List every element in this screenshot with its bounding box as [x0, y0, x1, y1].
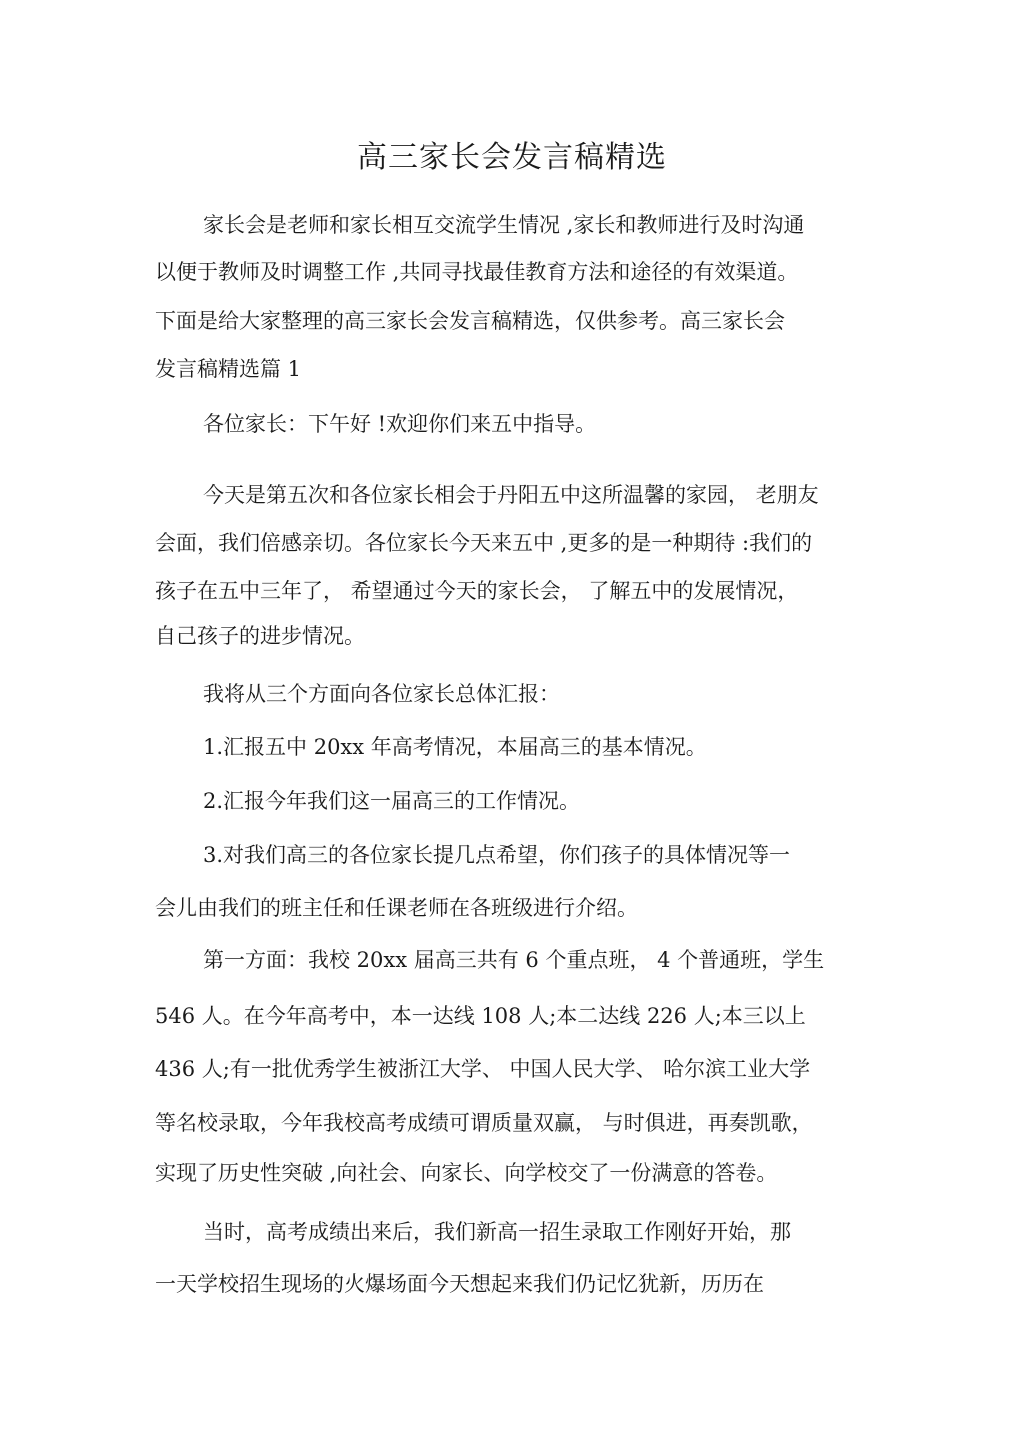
paragraph-line: 实现了历史性突破 ,向社会、向家长、向学校交了一份满意的答卷。 [155, 1161, 778, 1185]
paragraph-line: 会面，我们倍感亲切。各位家长今天来五中 ,更多的是一种期待 :我们的 [155, 531, 813, 555]
paragraph-line: 发言稿精选篇 1 [155, 357, 302, 381]
paragraph-line: 以便于教师及时调整工作 ,共同寻找最佳教育方法和途径的有效渠道。 [155, 260, 799, 284]
paragraph-line: 自己孩子的进步情况。 [155, 624, 365, 648]
paragraph-line: 2.汇报今年我们这一届高三的工作情况。 [203, 789, 581, 813]
paragraph-line: 会儿由我们的班主任和任课老师在各班级进行介绍。 [155, 896, 638, 920]
paragraph-line: 孩子在五中三年了， 希望通过今天的家长会， 了解五中的发展情况， [155, 579, 799, 603]
paragraph-line: 当时，高考成绩出来后，我们新高一招生录取工作刚好开始，那 [203, 1220, 791, 1244]
paragraph-line: 各位家长：下午好 !欢迎你们来五中指导。 [203, 412, 597, 436]
paragraph-line: 今天是第五次和各位家长相会于丹阳五中这所温馨的家园， 老朋友 [203, 483, 819, 507]
paragraph-line: 家长会是老师和家长相互交流学生情况 ,家长和教师进行及时沟通 [203, 213, 805, 237]
paragraph-line: 我将从三个方面向各位家长总体汇报： [203, 682, 560, 706]
paragraph-line: 一天学校招生现场的火爆场面今天想起来我们仍记忆犹新，历历在 [155, 1272, 764, 1296]
paragraph-line: 3.对我们高三的各位家长提几点希望，你们孩子的具体情况等一 [203, 843, 791, 867]
paragraph-line: 436 人;有一批优秀学生被浙江大学、 中国人民大学、 哈尔滨工业大学 [155, 1057, 811, 1081]
paragraph-line: 下面是给大家整理的高三家长会发言稿精选，仅供参考。高三家长会 [155, 309, 785, 333]
paragraph-line: 546 人。在今年高考中，本一达线 108 人;本二达线 226 人;本三以上 [155, 1004, 806, 1028]
paragraph-line: 等名校录取，今年我校高考成绩可谓质量双赢， 与时俱进，再奏凯歌， [155, 1111, 813, 1135]
document-title: 高三家长会发言稿精选 [357, 140, 667, 175]
paragraph-line: 1.汇报五中 20xx 年高考情况，本届高三的基本情况。 [203, 735, 707, 759]
paragraph-line: 第一方面：我校 20xx 届高三共有 6 个重点班， 4 个普通班，学生 [203, 948, 825, 972]
